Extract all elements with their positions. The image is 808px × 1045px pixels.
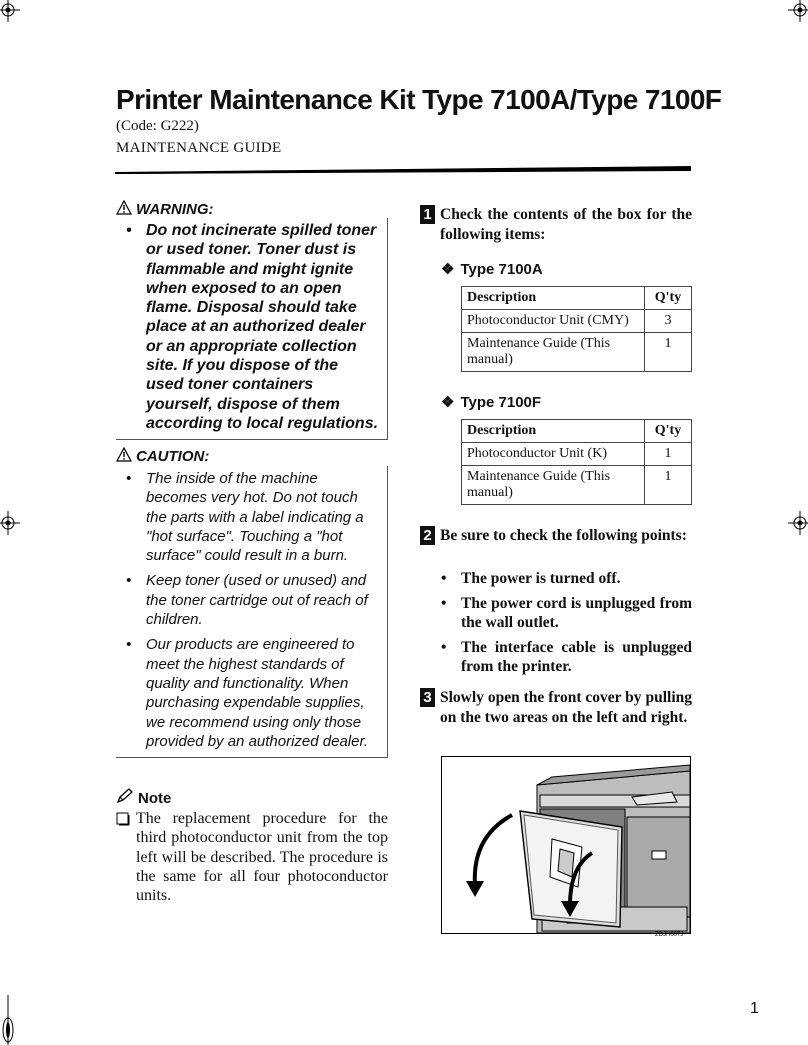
col-description: Description bbox=[462, 420, 645, 443]
caution-label: CAUTION: bbox=[136, 448, 210, 465]
title-rule bbox=[115, 166, 691, 176]
caution-item: • Our products are engineered to meet the highest standards of quality and functionality. When purchasing expendable supplies, we recommend using only those provided by an authorized dealer. bbox=[126, 635, 379, 751]
type-a-heading bbox=[441, 260, 543, 278]
list-item: • The interface cable is unplugged from the printer. bbox=[441, 638, 692, 677]
type-f-table bbox=[461, 419, 692, 505]
cell-qty: 1 bbox=[645, 443, 692, 466]
step-number: 1 bbox=[420, 205, 435, 224]
note-header bbox=[116, 788, 171, 808]
registration-mark-icon bbox=[0, 508, 24, 538]
table-row bbox=[462, 310, 692, 333]
warning-triangle-icon bbox=[116, 200, 132, 219]
caution-item: • The inside of the machine becomes very hot. Do not touch the parts with a label indicating a "hot surface". Touching a "hot surface" could result in a burn. bbox=[126, 469, 379, 565]
note-checkbox-icon bbox=[116, 812, 130, 831]
list-item: • The power is turned off. bbox=[441, 569, 692, 589]
registration-mark-icon bbox=[780, 0, 808, 30]
step-number: 2 bbox=[420, 526, 435, 545]
diamond-bullet-icon: ❖ bbox=[441, 261, 455, 278]
table-row bbox=[462, 333, 692, 372]
type-f-heading bbox=[441, 393, 541, 411]
printer-illustration bbox=[441, 756, 691, 934]
registration-mark-icon bbox=[784, 508, 808, 538]
type-f-label: Type 7100F bbox=[460, 393, 542, 411]
table-row bbox=[462, 466, 692, 505]
cell-desc: Maintenance Guide (This manual) bbox=[462, 466, 645, 505]
step-text: Check the contents of the box for the following items: bbox=[440, 206, 692, 243]
warning-header bbox=[116, 200, 214, 219]
guide-label: MAINTENANCE GUIDE bbox=[116, 140, 282, 156]
col-qty: Q'ty bbox=[645, 287, 692, 310]
cell-desc: Photoconductor Unit (CMY) bbox=[462, 310, 645, 333]
table-row bbox=[462, 443, 692, 466]
warning-box bbox=[116, 218, 388, 440]
type-a-label: Type 7100A bbox=[460, 260, 543, 278]
step-text: Slowly open the front cover by pulling on the two areas on the left and right. bbox=[440, 689, 692, 726]
registration-mark-icon bbox=[0, 0, 30, 30]
col-description: Description bbox=[462, 287, 645, 310]
figure-caption: ZDJH007J bbox=[655, 932, 684, 938]
note-text: The replacement procedure for the third photoconductor unit from the top left will be described. The procedure is the same for all four photoconductor units. bbox=[136, 810, 388, 905]
check-points-list bbox=[441, 569, 692, 682]
cell-qty: 1 bbox=[645, 333, 692, 372]
caution-header bbox=[116, 447, 209, 466]
code-label: (Code: G222) bbox=[116, 118, 199, 134]
caution-item: • Keep toner (used or unused) and the toner cartridge out of reach of children. bbox=[126, 571, 379, 629]
pencil-icon bbox=[116, 788, 134, 808]
col-qty: Q'ty bbox=[645, 420, 692, 443]
cell-qty: 1 bbox=[645, 466, 692, 505]
registration-mark-icon bbox=[0, 995, 20, 1045]
cell-desc: Maintenance Guide (This manual) bbox=[462, 333, 645, 372]
type-a-table bbox=[461, 286, 692, 372]
warning-label: WARNING: bbox=[136, 201, 214, 218]
caution-box bbox=[116, 466, 388, 758]
list-item: • The power cord is unplugged from the wall outlet. bbox=[441, 594, 692, 633]
note-label: Note bbox=[138, 789, 172, 807]
step-number: 3 bbox=[420, 688, 435, 707]
step-text: Be sure to check the following points: bbox=[440, 527, 687, 544]
caution-triangle-icon bbox=[116, 447, 132, 466]
diamond-bullet-icon: ❖ bbox=[441, 394, 455, 411]
cell-desc: Photoconductor Unit (K) bbox=[462, 443, 645, 466]
step-2 bbox=[420, 526, 692, 546]
step-3 bbox=[420, 688, 692, 727]
page-number: 1 bbox=[750, 1000, 759, 1017]
cell-qty: 3 bbox=[645, 310, 692, 333]
step-1 bbox=[420, 205, 692, 244]
page-title: Printer Maintenance Kit Type 7100A/Type 7100F bbox=[116, 84, 722, 115]
warning-item: • Do not incinerate spilled toner or used toner. Toner dust is flammable and might ignite when exposed to an open flame. Disposal should take place at an authorized dealer or an appropriate collection site. If you dispose of the used toner containers yourself, dispose of them according to local regulations. bbox=[126, 221, 379, 433]
